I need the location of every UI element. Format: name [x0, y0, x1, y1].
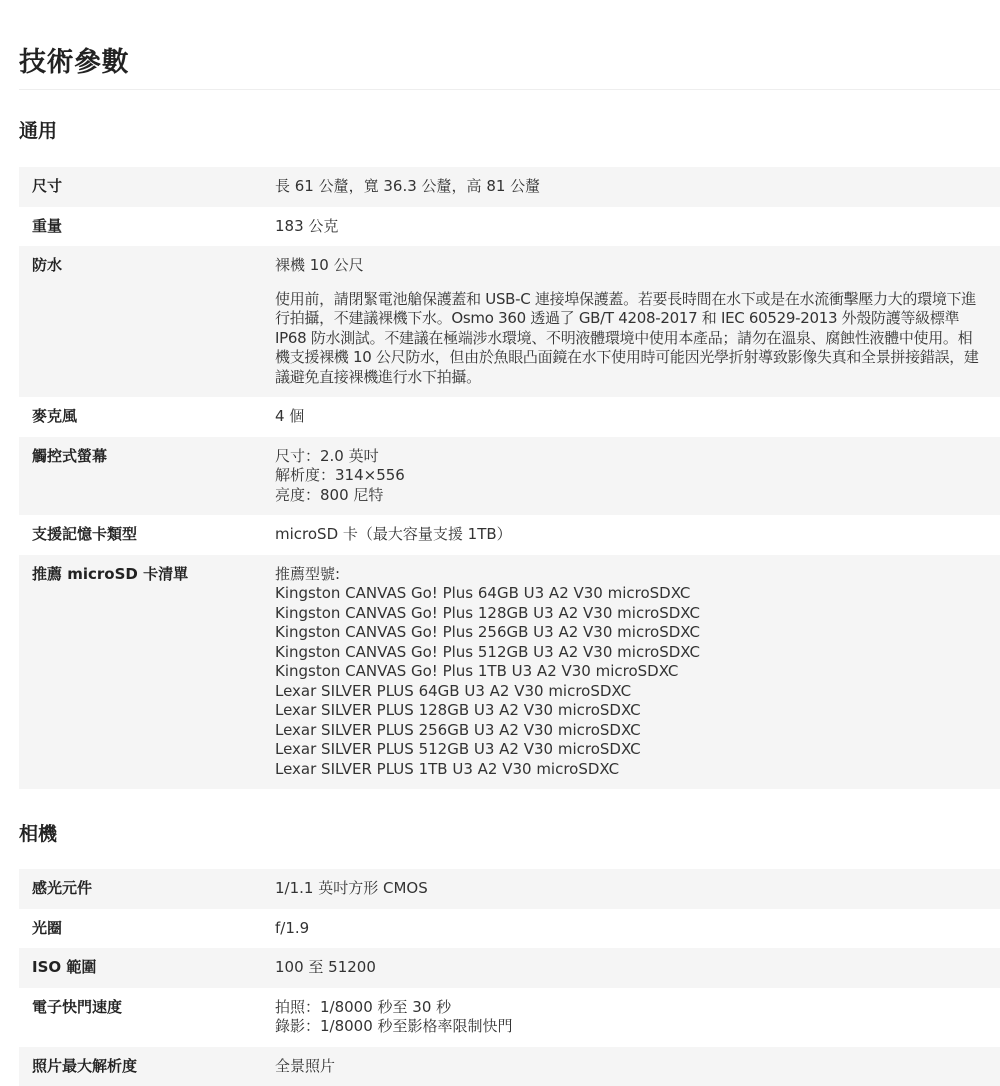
spec-value-line: Kingston CANVAS Go! Plus 64GB U3 A2 V30 microSDXC — [275, 584, 986, 604]
spec-value-line: Lexar SILVER PLUS 128GB U3 A2 V30 microSDXC — [275, 701, 986, 721]
spec-value-line: 裸機 10 公尺 — [275, 256, 986, 276]
spec-label: 光圈 — [19, 919, 275, 939]
spec-table-camera — [19, 869, 1000, 1086]
spec-value — [275, 407, 1000, 427]
spec-value-line: 尺寸：2.0 英吋 — [275, 447, 986, 467]
spec-value-line: 解析度：314×556 — [275, 466, 986, 486]
spec-value — [275, 919, 1000, 939]
title-divider — [19, 89, 1000, 90]
spec-value-line: 推薦型號: — [275, 565, 986, 585]
spec-value-line: 長 61 公釐，寬 36.3 公釐，高 81 公釐 — [275, 177, 986, 197]
spec-label: 照片最大解析度 — [19, 1057, 275, 1077]
spec-value-line: 183 公克 — [275, 217, 986, 237]
spec-value-line: 全景照片 — [275, 1057, 986, 1077]
spec-value — [275, 177, 1000, 197]
spec-value-line: Kingston CANVAS Go! Plus 1TB U3 A2 V30 microSDXC — [275, 662, 986, 682]
spec-value — [275, 879, 1000, 899]
spec-value-line: Lexar SILVER PLUS 64GB U3 A2 V30 microSDXC — [275, 682, 986, 702]
spec-value-line: Kingston CANVAS Go! Plus 128GB U3 A2 V30 microSDXC — [275, 604, 986, 624]
spec-value-line: Kingston CANVAS Go! Plus 512GB U3 A2 V30 microSDXC — [275, 643, 986, 663]
spec-label: 麥克風 — [19, 407, 275, 427]
spec-label: 支援記憶卡類型 — [19, 525, 275, 545]
spec-label: 感光元件 — [19, 879, 275, 899]
spec-value — [275, 217, 1000, 237]
spec-label: 電子快門速度 — [19, 998, 275, 1037]
spec-value-line: 4 個 — [275, 407, 986, 427]
spec-row-iso-range — [19, 948, 1000, 988]
spec-value — [275, 447, 1000, 506]
spec-value-line: 100 至 51200 — [275, 958, 986, 978]
spec-value — [275, 256, 1000, 387]
section-heading-general: 通用 — [19, 116, 57, 143]
section-heading-camera: 相機 — [19, 819, 57, 846]
spec-label: 重量 — [19, 217, 275, 237]
spec-value-line: 錄影：1/8000 秒至影格率限制快門 — [275, 1017, 986, 1037]
spec-value-line: 亮度：800 尼特 — [275, 486, 986, 506]
spec-value-line: Lexar SILVER PLUS 1TB U3 A2 V30 microSDXC — [275, 760, 986, 780]
spec-value — [275, 998, 1000, 1037]
spec-value — [275, 958, 1000, 978]
spec-value-line: 1/1.1 英吋方形 CMOS — [275, 879, 986, 899]
spec-value-line: microSD 卡（最大容量支援 1TB） — [275, 525, 986, 545]
spec-label: ISO 範圍 — [19, 958, 275, 978]
spec-row-supported-memory-card — [19, 515, 1000, 555]
spec-value-line: Lexar SILVER PLUS 256GB U3 A2 V30 microSDXC — [275, 721, 986, 741]
spec-row-waterproof — [19, 246, 1000, 397]
spec-value-note: 使用前，請閉緊電池艙保護蓋和 USB-C 連接埠保護蓋。若要長時間在水下或是在水流衝擊壓力大的環境下進行拍攝，不建議裸機下水。Osmo 360 透過了 GB/T 4208-2017 和 IEC 60529-2013 外殼防護等級標準 IP68 防水測試。不建議在極端涉水環境、不明液體環境中使用本產品；請勿在溫泉、腐蝕性液體中使用。相機支援裸機 10 公尺防水，但由於魚眼凸面鏡在水下使用時可能因光學折射導致影像失真和全景拼接錯誤，建議避免直接裸機進行水下拍攝。 — [275, 290, 986, 388]
spec-label: 防水 — [19, 256, 275, 387]
spec-value — [275, 525, 1000, 545]
spec-row-microphones — [19, 397, 1000, 437]
spec-row-aperture — [19, 909, 1000, 949]
spec-value — [275, 565, 1000, 780]
spec-row-max-photo-resolution — [19, 1047, 1000, 1086]
spec-table-general — [19, 167, 1000, 789]
spec-row-weight — [19, 207, 1000, 247]
spec-value-line: 拍照：1/8000 秒至 30 秒 — [275, 998, 986, 1018]
spec-row-shutter-speed — [19, 988, 1000, 1047]
spec-label: 尺寸 — [19, 177, 275, 197]
page-title: 技術參數 — [19, 40, 129, 79]
spec-row-dimensions — [19, 167, 1000, 207]
spec-value-line: f/1.9 — [275, 919, 986, 939]
spec-value-line: Kingston CANVAS Go! Plus 256GB U3 A2 V30 microSDXC — [275, 623, 986, 643]
spec-label: 推薦 microSD 卡清單 — [19, 565, 275, 780]
spec-value — [275, 1057, 1000, 1077]
spec-row-recommended-microsd-list — [19, 555, 1000, 790]
spec-label: 觸控式螢幕 — [19, 447, 275, 506]
spec-row-touchscreen — [19, 437, 1000, 516]
spec-value-line: Lexar SILVER PLUS 512GB U3 A2 V30 microSDXC — [275, 740, 986, 760]
spec-row-sensor — [19, 869, 1000, 909]
